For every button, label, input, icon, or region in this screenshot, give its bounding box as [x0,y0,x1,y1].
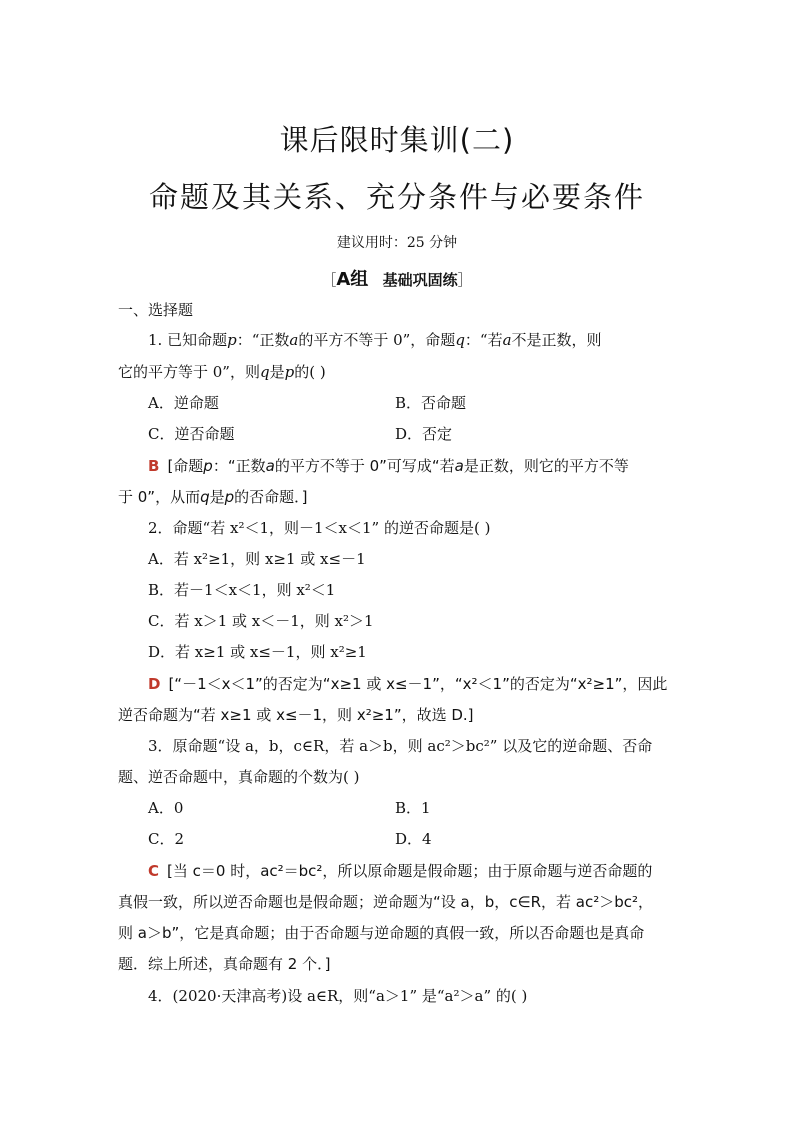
q3-option-a: A．0 [148,799,184,817]
time-note: 建议用时：25 分钟 [336,235,458,251]
q2-option-d: D．若 x≥1 或 x≤－1，则 x²≥1 [148,643,367,661]
q1-answer-line2: 于 0”，从而q是p的否命题．] [118,488,308,506]
bracket-close: ］ [457,271,473,289]
q3-answer-line1: C [当 c＝0 时，ac²＝bc²，所以原命题是假命题；由于原命题与逆否命题的 [148,862,653,880]
q1-option-a: A．逆命题 [148,394,219,412]
q1-option-b: B．否命题 [395,394,467,412]
q2-answer-letter: D [148,675,161,693]
q3-stem-line1: 3．原命题“设 a，b，c∈R，若 a＞b，则 ac²＞bc²” 以及它的逆命题、否命 [148,737,653,755]
q3-answer-line2: 真假一致，所以逆否命题也是假命题；逆命题为“设 a，b，c∈R，若 ac²＞bc²， [118,893,653,911]
q3-answer-line4: 题．综上所述，真命题有 2 个．] [118,955,331,973]
q3-option-c: C．2 [148,830,185,848]
group-label: A组 [336,269,369,290]
page-title: 课后限时集训(二) [279,123,515,157]
q2-answer-line2: 逆否命题为“若 x≥1 或 x≤－1，则 x²≥1”，故选 D.] [118,706,474,724]
q3-stem-line2: 题、逆否命题中，真命题的个数为( ) [118,768,360,786]
q2-answer-line1: D [“－1＜x＜1”的否定为“x≥1 或 x≤－1”，“x²＜1”的否定为“x²≥1”，因此 [148,675,668,693]
q3-answer-line3: 则 a＞b”，它是真命题；由于否命题与逆命题的真假一致，所以否命题也是真命 [118,924,645,942]
section-heading: 一、选择题 [118,301,194,319]
q1-stem-line1: 1. 已知命题p：“正数a的平方不等于 0”，命题q：“若a不是正数，则 [148,331,602,349]
q3-option-d: D．4 [395,830,432,848]
q1-option-c: C．逆否命题 [148,425,235,443]
group-name: 基础巩固练 [382,271,458,289]
q1-answer-line1: B [命题p：“正数a的平方不等于 0”可写成“若a是正数，则它的平方不等 [148,457,629,475]
q2-stem: 2．命题“若 x²＜1，则－1＜x＜1” 的逆否命题是( ) [148,519,491,537]
q1-option-d: D．否定 [395,425,453,443]
q4-stem: 4．(2020·天津高考)设 a∈R，则“a＞1” 是“a²＞a” 的( ) [148,987,528,1005]
q2-option-a: A．若 x²≥1，则 x≥1 或 x≤－1 [148,550,366,568]
q2-option-b: B．若－1＜x＜1，则 x²＜1 [148,581,336,599]
group-heading [0,265,794,291]
bracket-open: ［ [321,271,337,289]
q1-stem-line2: 它的平方等于 0”，则q是p的( ) [118,363,326,381]
q3-option-b: B．1 [395,799,431,817]
q2-option-c: C．若 x＞1 或 x＜－1，则 x²＞1 [148,612,374,630]
q3-answer-letter: C [148,862,160,880]
q1-answer-letter: B [148,457,160,475]
page-subtitle: 命题及其关系、充分条件与必要条件 [148,180,645,214]
